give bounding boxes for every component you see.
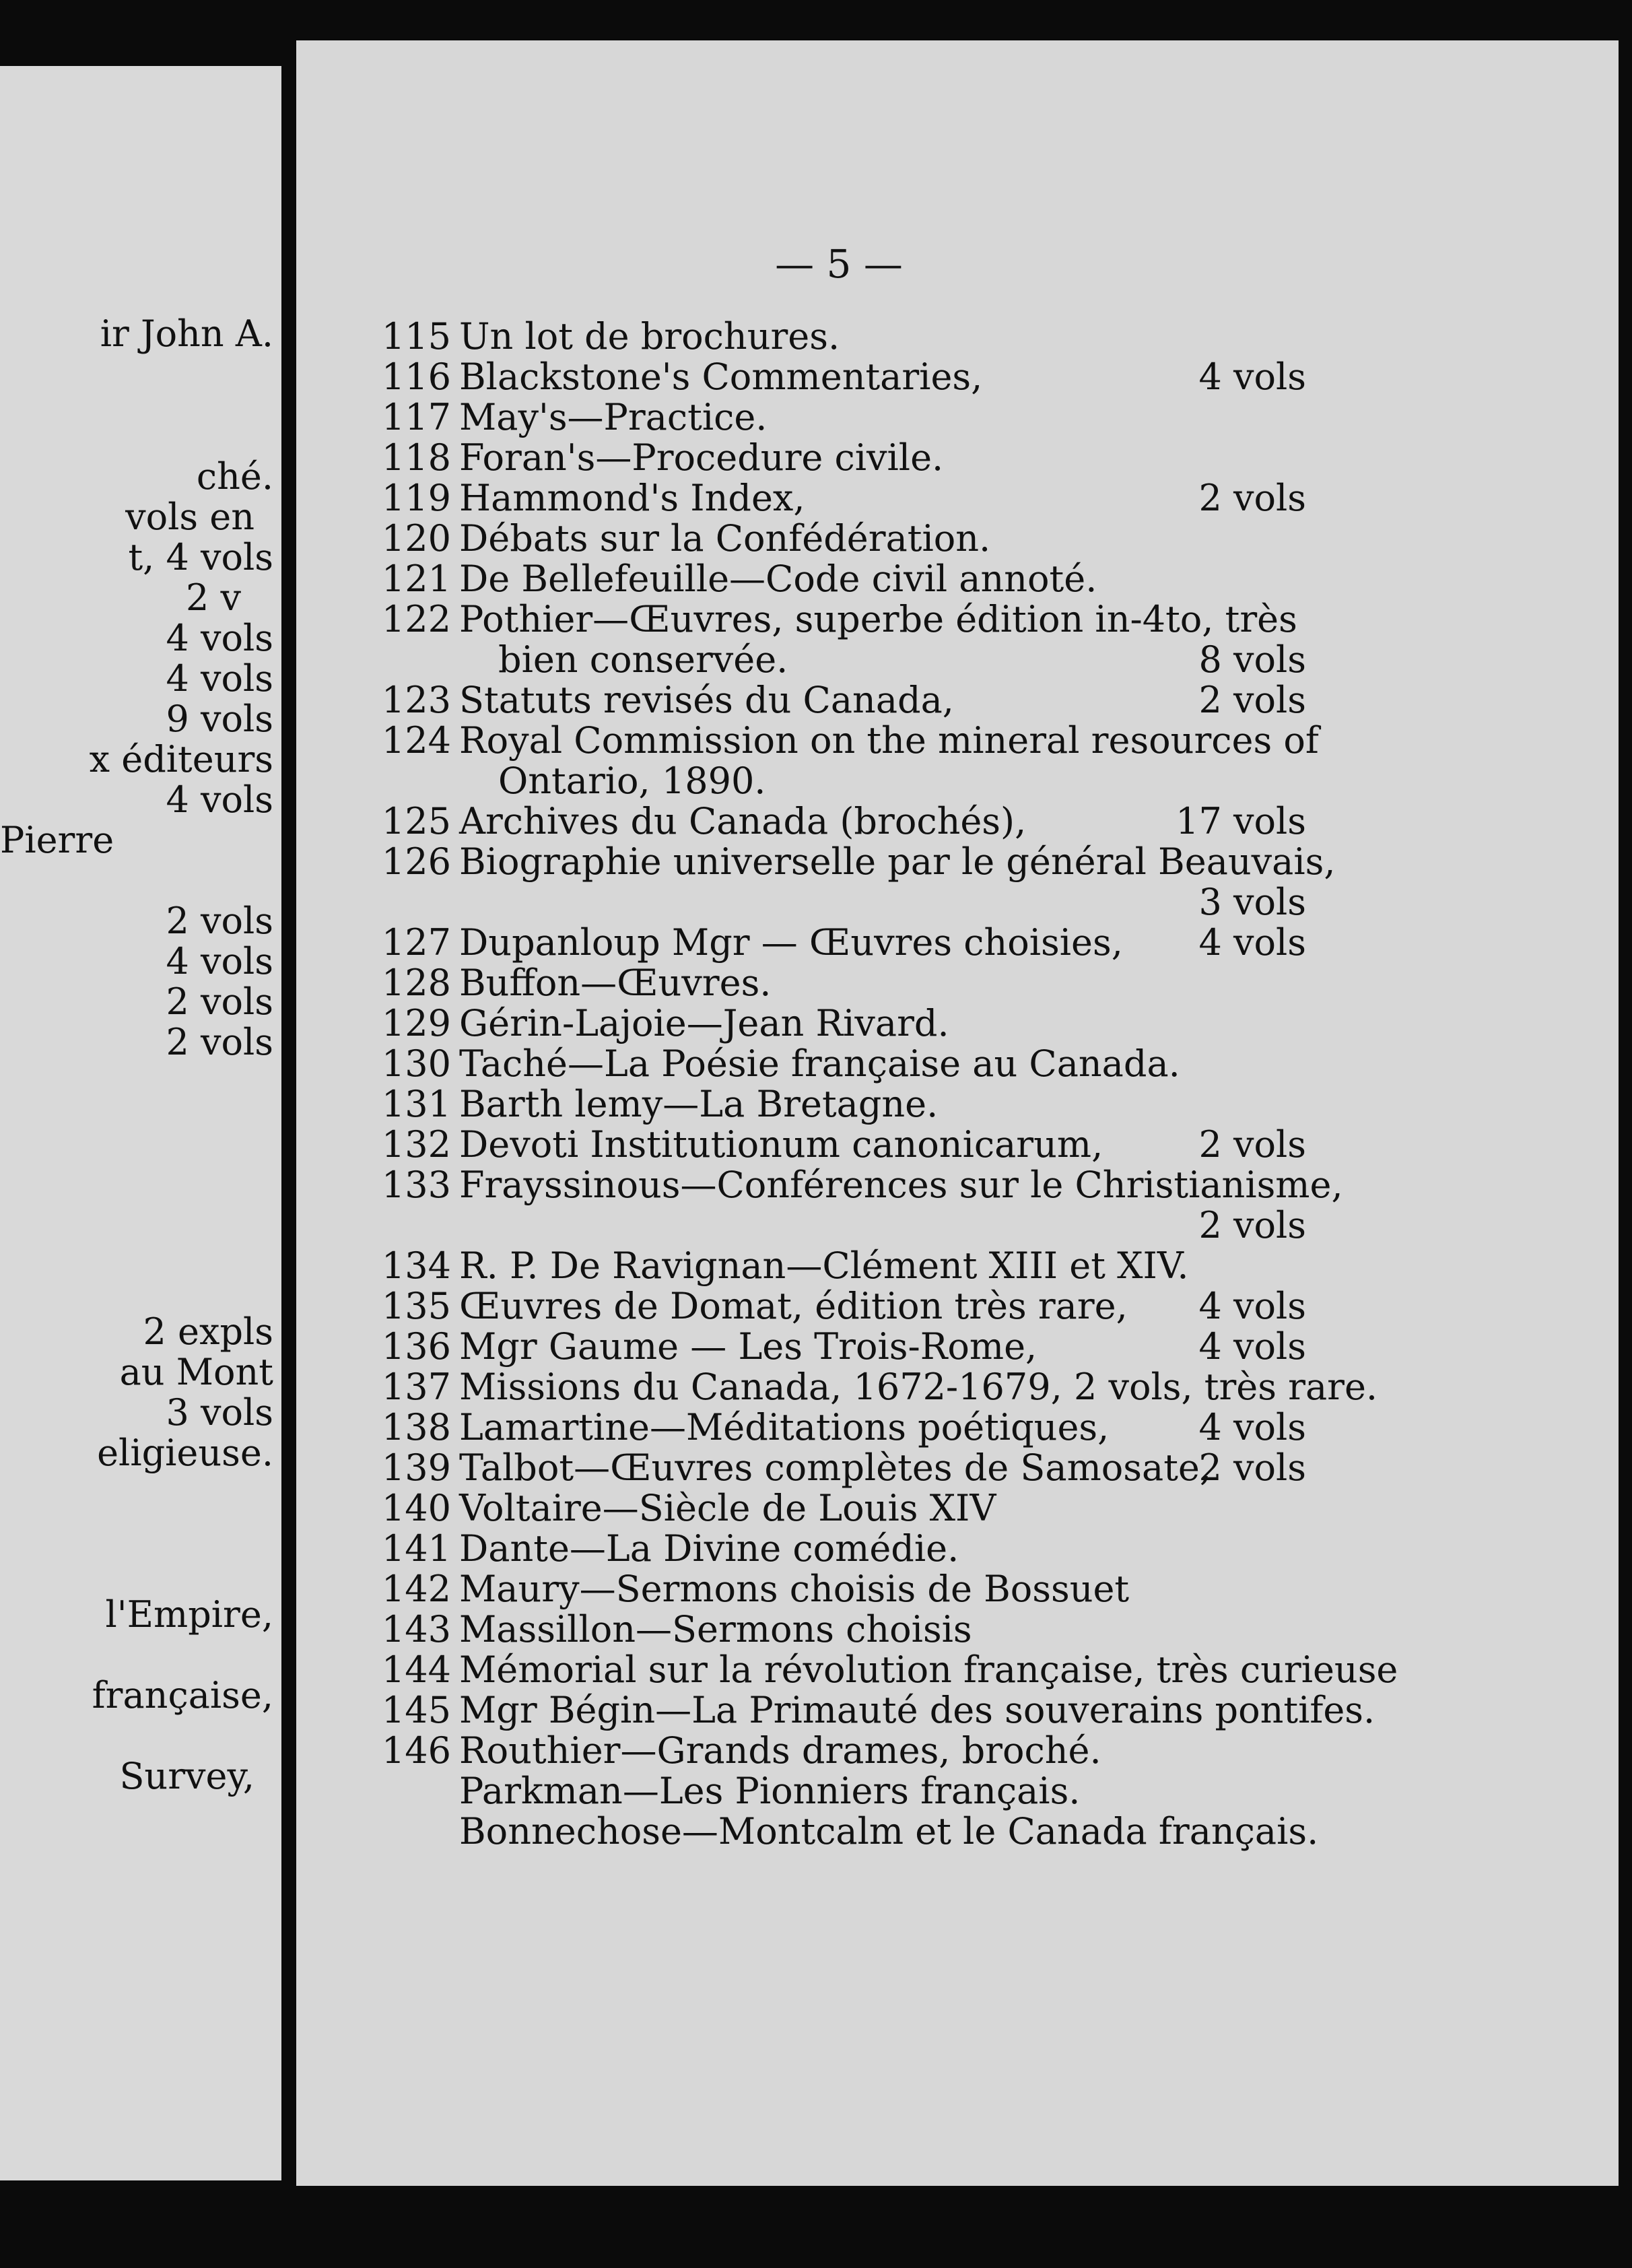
- left-fragment: ir John A.: [100, 312, 273, 355]
- page-gutter: [281, 66, 296, 2180]
- entry-number: 138: [381, 1406, 451, 1448]
- catalogue-entry: [377, 438, 1306, 478]
- catalogue-entry: [377, 1529, 1306, 1569]
- catalogue-entry: [377, 882, 1306, 923]
- catalogue-entry: [377, 761, 1306, 801]
- entry-volumes: 2 vols: [1198, 1123, 1306, 1166]
- entry-title: Taché—La Poésie française au Canada.: [459, 1042, 1180, 1085]
- entry-number: 128: [381, 962, 451, 1004]
- entry-volumes: 17 vols: [1176, 800, 1306, 842]
- left-fragment: Pierre: [0, 819, 114, 861]
- catalogue-entry: [377, 1366, 1378, 1408]
- catalogue-entry: [377, 1246, 1306, 1286]
- entry-number: 134: [381, 1244, 451, 1287]
- entry-volumes: 2 vols: [1198, 679, 1306, 721]
- left-fragment: 4 vols: [166, 617, 273, 659]
- entry-number: 121: [381, 558, 451, 600]
- scan-border: [0, 2186, 1632, 2268]
- entry-title: Dupanloup Mgr — Œuvres choisies,: [459, 921, 1123, 964]
- entry-number: 136: [381, 1325, 451, 1368]
- entry-number: 117: [381, 396, 451, 438]
- entry-title: Archives du Canada (brochés),: [459, 800, 1027, 842]
- entry-title: Devoti Institutionum canonicarum,: [459, 1123, 1103, 1166]
- catalogue-entry: [377, 1810, 1319, 1853]
- catalogue-entry: [377, 1327, 1306, 1367]
- entry-title: Royal Commission on the mineral resources of: [459, 719, 1319, 762]
- entry-volumes: 4 vols: [1198, 1285, 1306, 1327]
- catalogue-entry: [377, 1164, 1343, 1206]
- entry-number: 120: [381, 517, 451, 560]
- catalogue-entry: [377, 1125, 1306, 1165]
- entry-title: Débats sur la Confédération.: [459, 517, 991, 560]
- entry-number: 143: [381, 1608, 451, 1650]
- catalogue-entry: [377, 1084, 1306, 1125]
- left-fragment: 3 vols: [166, 1391, 273, 1434]
- entry-volumes: 3 vols: [1198, 881, 1306, 923]
- left-fragment: ché.: [196, 455, 273, 498]
- catalogue-entry: [377, 316, 1306, 357]
- entry-title: Statuts revisés du Canada,: [459, 679, 954, 721]
- entry-number: 142: [381, 1568, 451, 1610]
- catalogue-entry: [377, 599, 1306, 640]
- entry-number: 141: [381, 1527, 451, 1570]
- entry-title: Voltaire—Siècle de Louis XIV: [459, 1487, 996, 1529]
- entry-number: 124: [381, 719, 451, 762]
- entry-title: Parkman—Les Pionniers français.: [459, 1770, 1081, 1812]
- entry-number: 145: [381, 1689, 451, 1731]
- catalogue-entry: [377, 963, 1306, 1003]
- entry-title: Maury—Sermons choisis de Bossuet: [459, 1568, 1130, 1610]
- entry-number: 132: [381, 1123, 451, 1166]
- left-fragment: t, 4 vols: [128, 536, 273, 578]
- entry-number: 139: [381, 1446, 451, 1489]
- catalogue-entry: [377, 1286, 1306, 1327]
- entry-volumes: 2 vols: [1198, 1446, 1306, 1489]
- entry-number: 127: [381, 921, 451, 964]
- entry-number: 137: [381, 1366, 451, 1408]
- entry-title: Blackstone's Commentaries,: [459, 356, 983, 398]
- entry-title: Œuvres de Domat, édition très rare,: [459, 1285, 1128, 1327]
- left-fragment: 2 vols: [166, 980, 273, 1023]
- left-fragment: x éditeurs: [89, 738, 273, 780]
- entry-title: May's—Practice.: [459, 396, 768, 438]
- entry-title: Hammond's Index,: [459, 477, 805, 519]
- catalogue-entry: [377, 478, 1306, 519]
- left-fragment: 2 expls: [143, 1310, 273, 1353]
- catalogue-entry: [377, 1407, 1306, 1448]
- entry-volumes: 4 vols: [1198, 1325, 1306, 1368]
- entry-number: 130: [381, 1042, 451, 1085]
- entry-title: Frayssinous—Conférences sur le Christianisme,: [459, 1164, 1343, 1206]
- entry-title: Barth lemy—La Bretagne.: [459, 1083, 939, 1125]
- entry-title: De Bellefeuille—Code civil annoté.: [459, 558, 1097, 600]
- entry-title: Biographie universelle par le général Beauvais,: [459, 840, 1336, 883]
- catalogue-entry: [377, 640, 1306, 680]
- left-fragment: eligieuse.: [97, 1432, 273, 1474]
- entry-number: 135: [381, 1285, 451, 1327]
- left-fragment: Survey,: [119, 1755, 254, 1797]
- left-fragment: 9 vols: [166, 698, 273, 740]
- catalogue-entry: [377, 1689, 1375, 1731]
- catalogue-entry: [377, 397, 1306, 438]
- entry-title: Routhier—Grands drames, broché.: [459, 1729, 1101, 1772]
- left-page: [0, 66, 281, 2180]
- entry-title: Un lot de brochures.: [459, 315, 840, 358]
- left-fragment: au Mont: [119, 1351, 273, 1393]
- entry-number: 125: [381, 800, 451, 842]
- entry-title: Pothier—Œuvres, superbe édition in-4to, très: [459, 598, 1297, 640]
- left-fragment: 4 vols: [166, 778, 273, 821]
- entry-title: Missions du Canada, 1672-1679, 2 vols, très rare.: [459, 1366, 1378, 1408]
- catalogue-entry: [377, 1609, 1306, 1650]
- catalogue-entry: [377, 1488, 1306, 1529]
- entry-title: Buffon—Œuvres.: [459, 962, 772, 1004]
- catalogue-entry: [377, 840, 1336, 883]
- entry-title: Lamartine—Méditations poétiques,: [459, 1406, 1110, 1448]
- entry-volumes: 8 vols: [1198, 638, 1306, 681]
- entry-volumes: 4 vols: [1198, 921, 1306, 964]
- entry-number: 126: [381, 840, 451, 883]
- left-fragment: 2 v: [185, 576, 241, 619]
- catalogue-entry: [377, 1771, 1306, 1811]
- entry-number: 146: [381, 1729, 451, 1772]
- catalogue-entry: [377, 1205, 1306, 1246]
- entry-number: 129: [381, 1002, 451, 1044]
- entry-title: R. P. De Ravignan—Clément XIII et XIV.: [459, 1244, 1189, 1287]
- catalogue-entry: [377, 559, 1306, 599]
- entry-title: Foran's—Procedure civile.: [459, 436, 944, 479]
- entry-title: Talbot—Œuvres complètes de Samosate,: [459, 1446, 1212, 1489]
- catalogue-entry: [377, 1044, 1306, 1084]
- entry-number: 133: [381, 1164, 451, 1206]
- entry-number: 123: [381, 679, 451, 721]
- entry-title: Bonnechose—Montcalm et le Canada français.: [459, 1810, 1319, 1853]
- entry-number: 115: [381, 315, 451, 358]
- entry-title: Mgr Bégin—La Primauté des souverains pontifes.: [459, 1689, 1375, 1731]
- catalogue-entry: [377, 519, 1306, 559]
- entry-title: bien conservée.: [498, 638, 788, 681]
- catalogue-entry: [377, 1003, 1306, 1044]
- catalogue-entry: [377, 719, 1319, 762]
- catalogue-entry: [377, 680, 1306, 721]
- left-fragment: 4 vols: [166, 657, 273, 700]
- entry-number: 140: [381, 1487, 451, 1529]
- catalogue-entry: [377, 1648, 1398, 1691]
- left-fragment: 2 vols: [166, 1021, 273, 1063]
- entry-volumes: 4 vols: [1198, 1406, 1306, 1448]
- catalogue-entry: [377, 1448, 1306, 1488]
- entry-title: Ontario, 1890.: [498, 760, 766, 802]
- page-number: — 5 —: [775, 241, 903, 287]
- entry-number: 118: [381, 436, 451, 479]
- left-fragment: 4 vols: [166, 940, 273, 982]
- catalogue-entry: [377, 801, 1306, 842]
- catalogue-entry: [377, 1731, 1306, 1771]
- left-fragment: 2 vols: [166, 900, 273, 942]
- entry-title: Mgr Gaume — Les Trois-Rome,: [459, 1325, 1038, 1368]
- entry-number: 131: [381, 1083, 451, 1125]
- left-fragment: vols en: [125, 496, 254, 538]
- entry-title: Mémorial sur la révolution française, très curieuse: [459, 1648, 1398, 1691]
- entry-title: Gérin-Lajoie—Jean Rivard.: [459, 1002, 949, 1044]
- entry-title: Dante—La Divine comédie.: [459, 1527, 959, 1570]
- entry-volumes: 2 vols: [1198, 1204, 1306, 1246]
- entry-title: Massillon—Sermons choisis: [459, 1608, 972, 1650]
- catalogue-entry: [377, 357, 1306, 397]
- entry-number: 119: [381, 477, 451, 519]
- catalogue-entry: [377, 1569, 1306, 1609]
- left-fragment: française,: [92, 1674, 273, 1716]
- entry-number: 144: [381, 1648, 451, 1691]
- entry-number: 116: [381, 356, 451, 398]
- left-fragment: l'Empire,: [105, 1593, 273, 1636]
- entry-number: 122: [381, 598, 451, 640]
- catalogue-entry: [377, 923, 1306, 963]
- entry-volumes: 2 vols: [1198, 477, 1306, 519]
- entry-volumes: 4 vols: [1198, 356, 1306, 398]
